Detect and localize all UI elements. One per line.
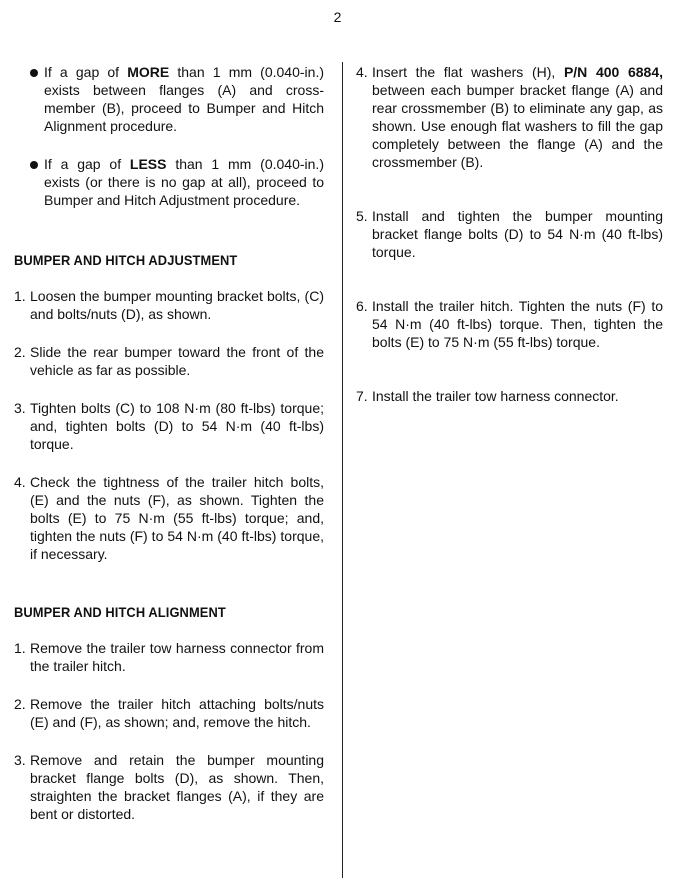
step-number: 5. (356, 208, 368, 224)
bullet-text-pre: If a gap of (44, 64, 128, 80)
step-number: 2. (14, 344, 26, 360)
step-number: 2. (14, 696, 26, 712)
section-heading-alignment: BUMPER AND HITCH ALIGNMENT (14, 604, 226, 620)
part-number: P/N 400 6884, (563, 64, 663, 80)
adjustment-step (14, 343, 324, 379)
step-number: 3. (14, 400, 26, 416)
bullet-icon (30, 69, 38, 77)
bullet-text-pre: If a gap of (44, 156, 130, 172)
step-text: Remove the trailer hitch attaching bolts/nuts (E) and (F), as shown; and, remove the hitch. (30, 696, 324, 730)
step-text: Tighten bolts (C) to 108 N·m (80 ft-lbs) torque; and, tighten bolts (D) to 54 N·m (40 ft-lbs) torque. (30, 400, 324, 452)
step-text: Slide the rear bumper toward the front of the vehicle as far as possible. (30, 344, 324, 378)
bullet-emphasis: MORE (127, 64, 170, 80)
adjustment-step (14, 473, 324, 563)
bullet-item-more-gap (14, 63, 324, 135)
step-number: 4. (14, 474, 26, 490)
bullet-text-post: than 1 mm (0.040-in.) exists between flanges (A) and cross-member (B), proceed to Bumper and Hitch Alignment procedure. (44, 64, 324, 134)
step-text: Remove the trailer tow harness connector from the trailer hitch. (30, 640, 324, 674)
right-column (356, 63, 663, 405)
step-text: Install the trailer hitch. Tighten the nuts (F) to 54 N·m (40 ft-lbs) torque. Then, tighten the bolts (E) to 75 N·m (55 ft-lbs) torque. (372, 298, 663, 350)
step-number: 1. (14, 288, 26, 304)
step-number: 3. (14, 752, 26, 768)
step-number: 4. (356, 64, 368, 80)
alignment-step (14, 751, 324, 823)
step-text: Check the tightness of the trailer hitch bolts, (E) and the nuts (F), as shown. Tighten the bolts (E) to 75 N·m (55 ft-lbs) torque; and, tighten the nuts (F) to 54 N·m (40 ft-lbs) torque, if necessary. (30, 474, 324, 562)
step-text: Install and tighten the bumper mounting bracket flange bolts (D) to 54 N·m (40 ft-lbs) torque. (372, 208, 663, 260)
step-number: 7. (356, 388, 368, 404)
step-number: 6. (356, 298, 368, 314)
step-text-pre: Insert the flat washers (H), (372, 64, 564, 80)
bullet-text-post: than 1 mm (0.040-in.) exists (or there is no gap at all), proceed to Bumper and Hitch Adjustment procedure. (44, 156, 324, 208)
page-number: 2 (333, 9, 342, 25)
column-divider (342, 62, 343, 878)
alignment-step (356, 297, 663, 351)
step-number: 1. (14, 640, 26, 656)
adjustment-step (14, 399, 324, 453)
alignment-step (356, 63, 663, 171)
alignment-step (356, 387, 663, 405)
bullet-icon (30, 161, 38, 169)
section-heading-adjustment: BUMPER AND HITCH ADJUSTMENT (14, 252, 238, 268)
step-text-post: between each bumper bracket flange (A) and rear crossmember (B) to eliminate any gap, as shown. Use enough flat washers to fill the gap completely between the flange (A) and the crossmember (B). (372, 82, 663, 170)
adjustment-step (14, 287, 324, 323)
step-text: Loosen the bumper mounting bracket bolts, (C) and bolts/nuts (D), as shown. (30, 288, 324, 322)
step-text: Remove and retain the bumper mounting bracket flange bolts (D), as shown. Then, straighten the bracket flanges (A), if they are bent or distorted. (30, 752, 324, 822)
alignment-step (14, 695, 324, 731)
step-text: Install the trailer tow harness connector. (372, 388, 619, 404)
bullet-emphasis: LESS (129, 156, 167, 172)
bullet-item-less-gap (14, 155, 324, 209)
alignment-step (356, 207, 663, 261)
left-column (14, 63, 324, 823)
alignment-step (14, 639, 324, 675)
